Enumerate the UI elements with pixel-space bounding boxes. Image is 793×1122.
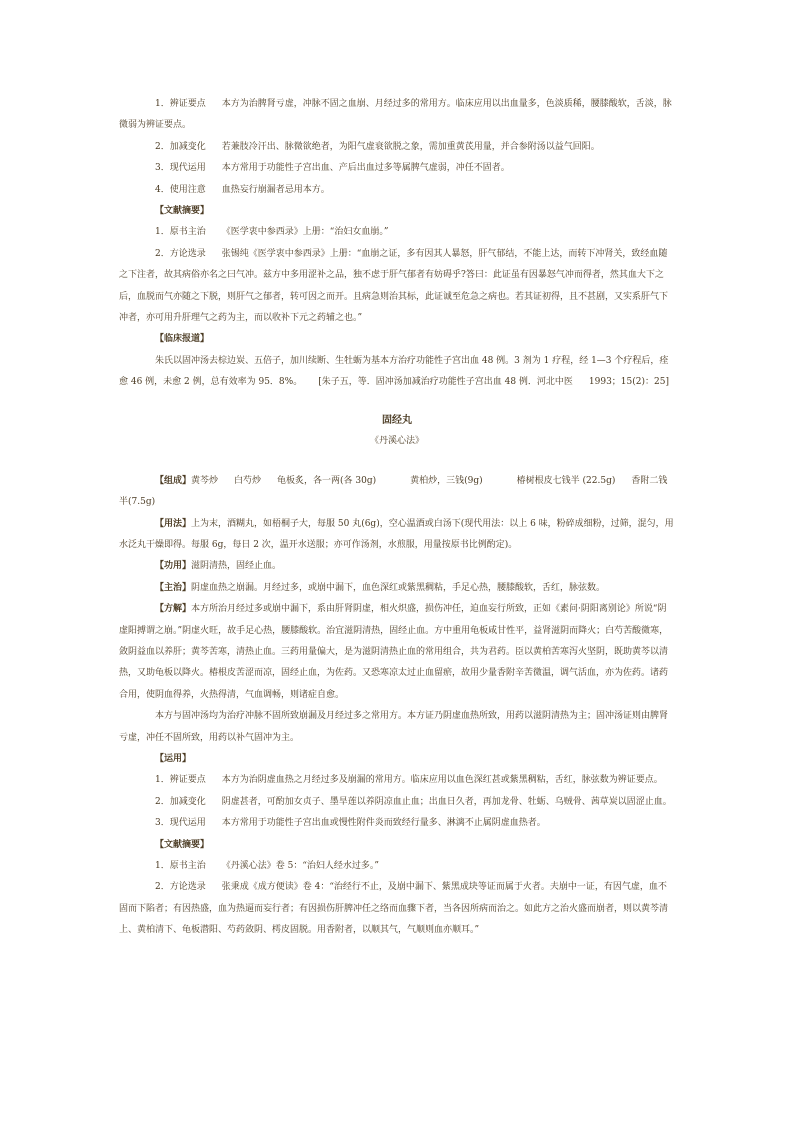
literature-1 <box>119 856 675 877</box>
ingredient-item: 椿树根皮七钱半 (22.5g) <box>516 475 616 486</box>
page-content <box>119 94 675 942</box>
composition-section <box>119 471 675 514</box>
usage-tag: 【用法】 <box>155 518 192 529</box>
top-application-1 <box>119 94 675 137</box>
item-label: 4．使用注意 <box>155 184 206 195</box>
item-text: 阴虚甚者，可酌加女贞子、墨旱莲以养阴凉血止血；出血日久者，再加龙骨、牡蛎、乌贼骨、茜草炭以固涩止血。 <box>221 796 672 807</box>
item-label: 1．原书主治 <box>155 227 206 238</box>
top-application-3 <box>119 158 675 179</box>
item-label: 2．加减变化 <box>155 141 206 152</box>
ingredient-item: 黄芩炒 <box>191 475 219 486</box>
analysis-tag: 【方解】 <box>155 604 192 615</box>
item-text: 本方常用于功能性子宫出血、产后出血过多等属脾气虚弱，冲任不固者。 <box>221 163 510 174</box>
top-literature-2 <box>119 244 675 330</box>
composition-tag: 【组成】 <box>155 475 192 486</box>
top-application-4 <box>119 180 675 201</box>
item-text: 本方常用于功能性子宫出血或慢性附件炎而致经行量多、淋漓不止属阴虚血热者。 <box>221 818 546 829</box>
ingredient-item: 黄柏炒，三钱(9g) <box>410 475 483 486</box>
item-text: 本方为治阴虚血热之月经过多及崩漏的常用方。临床应用以血色深红甚或紫黑稠粘，舌红，脉弦数为辨证要点。 <box>221 775 663 786</box>
item-text: 本方为治脾肾亏虚，冲脉不固之血崩、月经过多的常用方。临床应用以出血量多，色淡质稀，腰膝酸软，舌淡，脉微弱为辨证要点。 <box>119 99 672 131</box>
item-text: 《医学衷中参西录》上册：“治妇女血崩。” <box>221 227 389 238</box>
efficacy-text: 滋阴清热，固经止血。 <box>191 561 282 572</box>
item-label: 1．原书主治 <box>155 861 206 871</box>
item-label: 3．现代运用 <box>155 163 206 174</box>
efficacy-tag: 【功用】 <box>155 561 192 572</box>
clinical-reference-year: 1993；15(2)：25] <box>588 377 669 388</box>
top-literature-heading: 【文献摘要】 <box>155 206 210 217</box>
clinical-text: 朱氏以固冲汤去棕边炭、五倍子，加川续断、生牡蛎为基本方治疗功能性子宫出血 48 例。3 剂为 1 疗程，经 1—3 个疗程后，痊愈 46 例，未愈 2 例，总有效率为 95．8%。 <box>119 355 669 388</box>
application-heading: 【运用】 <box>155 753 192 764</box>
item-label: 2．方论选录 <box>155 882 206 893</box>
efficacy-section <box>119 556 675 577</box>
top-literature-1 <box>119 222 675 243</box>
clinical-report-text <box>119 351 675 394</box>
item-label: 1．辨证要点 <box>155 99 206 109</box>
analysis-text: 本方所治月经过多或崩中漏下，系由肝肾阴虚，相火炽盛，损伤冲任，迫血妄行所致，正如《素问·阴阳离别论》所说“阴虚阳搏谓之崩。”阴虚火旺，故手足心热，腰膝酸软。治宜滋阴清热，固经止血。方中重用龟板咸甘性平，益肾滋阴而降火；白芍苦酸微寒，敛阴益血以养肝；黄芩苦寒，清热止血。三药用量偏大，是为滋阴清热止血的常用组合，共为君药。臣以黄柏苦寒泻火坚阴，既助黄芩以清热，又助龟板以降火。椿根皮苦涩而凉，固经止血，为佐药。又恐寒凉太过止血留瘀，故用少量香附辛苦微温，调气活血，亦为佐药。诸药合用，使阴血得养，火热得清，气血调畅，则诸症自愈。 <box>119 604 669 700</box>
item-text: 血热妄行崩漏者忌用本方。 <box>221 184 330 195</box>
formula-source: 《丹溪心法》 <box>369 435 424 446</box>
application-2 <box>119 792 675 813</box>
ingredient-item: 白芍炒 <box>234 475 262 486</box>
item-label: 3．现代运用 <box>155 818 206 829</box>
item-label: 1．辨证要点 <box>155 775 206 786</box>
application-1 <box>119 770 675 791</box>
clinical-report-heading: 【临床报道】 <box>155 334 210 345</box>
usage-section <box>119 514 675 557</box>
top-application-2 <box>119 137 675 158</box>
indication-text: 阴虚血热之崩漏。月经过多，或崩中漏下，血色深红或紫黑稠粘，手足心热，腰膝酸软，舌红，脉弦数。 <box>191 582 606 593</box>
item-text: 张秉成《成方便读》卷 4：“治经行不止，及崩中漏下、紫黑成块等证而属于火者。夫崩中一证，有因气虚，血不固而下陷者；有因热盛，血为热逼而妄行者；有因损伤肝脾冲任之络而血骤下者，当各因所病而治之。如此方之治火盛而崩者，则以黄芩清上、黄柏清下、龟板潜阳、芍药敛阴、樗皮固脱。用香附者，以顺其气，气顺则血亦顺耳。” <box>119 882 669 936</box>
indication-section <box>119 578 675 599</box>
item-text: 若兼肢冷汗出、脉微欲绝者，为阳气虚衰欲脱之象，需加重黄芪用量，并合参附汤以益气回阳。 <box>221 141 600 152</box>
comparison-paragraph: 本方与固冲汤均为治疗冲脉不固所致崩漏及月经过多之常用方。本方证乃阴虚血热所致，用药以滋阴清热为主；固冲汤证则由脾肾亏虚，冲任不固所致，用药以补气固冲为主。 <box>119 711 669 743</box>
literature-2 <box>119 877 675 941</box>
clinical-reference: [朱子五，等．固冲汤加减治疗功能性子宫出血 48 例．河北中医 <box>318 377 573 388</box>
item-label: 2．加减变化 <box>155 796 206 807</box>
usage-text: 上为末，酒糊丸，如梧桐子大，每服 50 丸(6g)，空心温酒或白汤下(现代用法：以上 6 味，粉碎成细粉，过筛，混匀，用水泛丸干燥即得。每服 6g，每日 2 次，温开水送服；亦可作汤剂，水煎服，用量按原书比例酌定)。 <box>119 518 674 550</box>
formula-title: 固经丸 <box>382 414 412 426</box>
item-text: 张锡纯《医学衷中参西录》上册：“血崩之证，多有因其人暴怒，肝气郁结，不能上达，而转下冲肾关，致经血随之下注者，故其病俗亦名之曰气冲。兹方中多用涩补之品，独不虑于肝气郁者有妨碍乎?答曰：此证虽有因暴怒气冲而得者，然其血大下之后，血脱而气亦随之下脱，则肝气之郁者，转可因之而开。且病急则治其标，此证诚至危急之病也。若其证初得，且不甚剧，又实系肝气下冲者，亦可用升肝理气之药为主，而以收补下元之药辅之也。” <box>119 248 669 324</box>
analysis-section <box>119 599 675 706</box>
item-text: 《丹溪心法》卷 5：“治妇人经水过多。” <box>221 861 380 871</box>
ingredient-item: 龟板炙，各一两(各 30g) <box>277 475 377 486</box>
application-3 <box>119 813 675 834</box>
literature-heading: 【文献摘要】 <box>155 839 210 850</box>
indication-tag: 【主治】 <box>155 582 192 593</box>
item-label: 2．方论选录 <box>155 248 206 259</box>
ingredient-item: 香附二钱半(7.5g) <box>119 475 668 508</box>
